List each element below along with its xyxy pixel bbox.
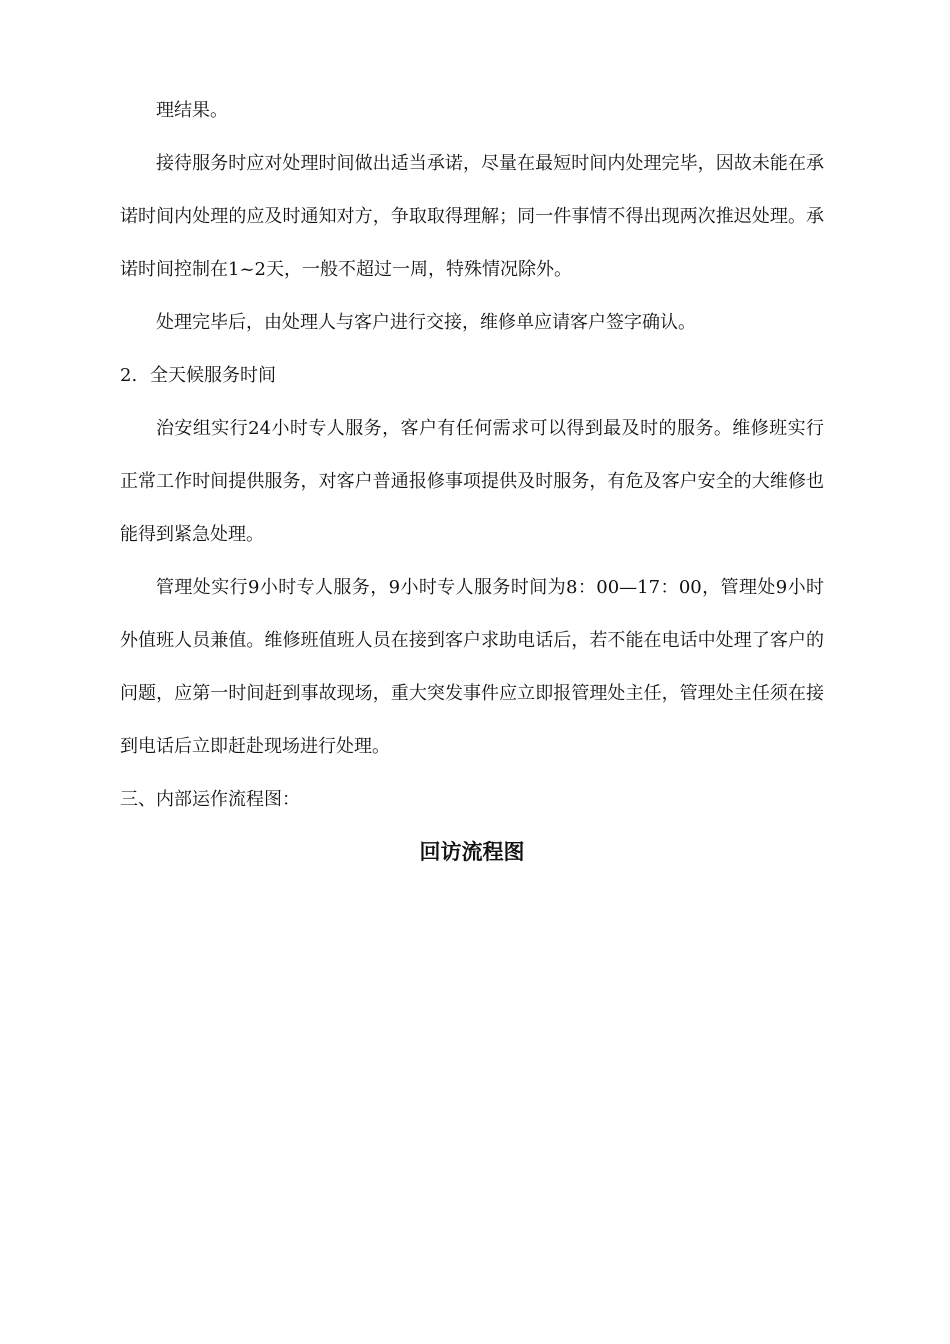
paragraph-commitment: 接待服务时应对处理时间做出适当承诺，尽量在最短时间内处理完毕，因故未能在承诺时间内处理的应及时通知对方，争取取得理解；同一件事情不得出现两次推迟处理。承诺时间控制在1~2天，一般不超过一周，特殊情况除外。	[120, 153, 824, 280]
flowchart-title: 回访流程图	[419, 840, 525, 864]
heading-number: 2.	[120, 365, 138, 386]
paragraph-security-service: 治安组实行24小时专人服务，客户有任何需求可以得到最及时的服务。维修班实行正常工作时间提供服务，对客户普通报修事项提供及时服务，有危及客户安全的大维修也能得到紧急处理。	[120, 418, 824, 545]
heading-text: 全天候服务时间	[150, 365, 276, 386]
section-heading-internal-flow: 三、内部运作流程图：	[120, 789, 300, 810]
paragraph-management-service: 管理处实行9小时专人服务，9小时专人服务时间为8：00—17：00，管理处9小时外值班人员兼值。维修班值班人员在接到客户求助电话后，若不能在电话中处理了客户的问题，应第一时间赶到事故现场，重大突发事件应立即报管理处主任，管理处主任须在接到电话后立即赶赴现场进行处理。	[120, 577, 824, 757]
document-body	[120, 84, 824, 879]
paragraph-handover: 处理完毕后，由处理人与客户进行交接，维修单应请客户签字确认。	[156, 312, 696, 333]
heading-all-day-service	[120, 349, 824, 402]
paragraph-result: 理结果。	[156, 100, 228, 121]
